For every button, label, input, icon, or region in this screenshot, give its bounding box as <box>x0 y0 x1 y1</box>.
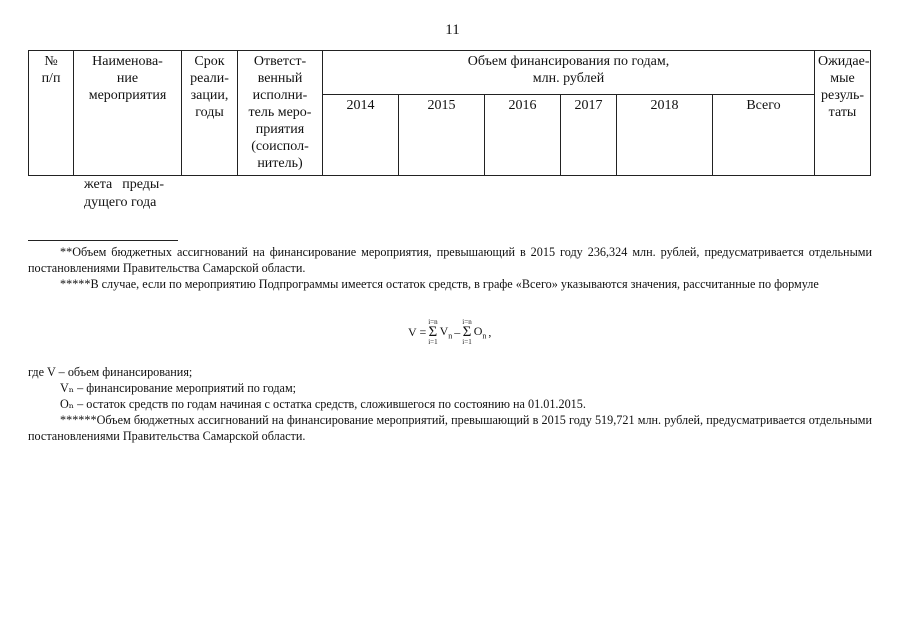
footnote-2-text: *****В случае, если по мероприятию Подпрограммы имеется остаток средств, в графе «Всего» указываются значения, рассчитанные по формуле <box>60 277 819 291</box>
formula-term-1: $V_n$ <box>439 323 453 341</box>
col-result-header: Ожидае- мые резуль- таты <box>818 54 870 120</box>
sum-symbol-1: i=n Σ i=1 <box>428 318 438 346</box>
footnote-1-text: **Объем бюджетных ассигнований на финансирование мероприятия, превышающий в 2015 году 236,324 млн. рублей, предусматривается отдельными постановлениями Правительства Самарской области. <box>28 245 872 275</box>
footnote-1 <box>28 244 872 276</box>
year-header-2017: 2017 <box>561 95 617 176</box>
footnote-separator <box>28 240 178 241</box>
year-header-2016: 2016 <box>485 95 561 176</box>
footnote-3-text: ******Объем бюджетных ассигнований на финансирование мероприятий, превышающий в 2015 году 519,721 млн. рублей, предусматривается отдельными постановлениями Правительства Самарской области. <box>28 413 872 443</box>
formula-term-2: $O_n$ <box>473 323 487 341</box>
formula-minus: – <box>454 324 461 339</box>
col-number-header: № п/п <box>41 54 61 86</box>
page-number: 11 <box>445 22 460 38</box>
definition-vn: Vₙ – финансирование мероприятий по годам; <box>60 381 297 395</box>
continued-cell-text <box>84 176 164 212</box>
definition-on: Oₙ – остаток средств по годам начиная с остатка средств, сложившегося по состоянию на 01.01.2015. <box>60 397 586 411</box>
formula-end: , <box>488 324 492 339</box>
year-header-2018: 2018 <box>617 95 713 176</box>
col-term-header: Срок реали- зации, годы <box>190 54 229 120</box>
formula-lhs: V = <box>408 324 427 339</box>
funding-table-header <box>28 50 871 176</box>
formula <box>408 318 491 346</box>
year-header-2015: 2015 <box>399 95 485 176</box>
col-name-header: Наименова- ние мероприятия <box>88 54 167 103</box>
definition-v: где V – объем финансирования; <box>28 365 193 379</box>
footnote-2 <box>28 276 872 292</box>
footnote-3 <box>28 412 872 444</box>
total-header: Всего <box>713 95 815 176</box>
sum-symbol-2: i=n Σ i=1 <box>462 318 472 346</box>
continued-line-2: дущего года <box>84 195 157 210</box>
col-responsible-header: Ответст- венный исполни- тель меро- приятия (соиспол- нитель) <box>248 54 312 171</box>
continued-line-1: жета преды- <box>84 177 164 192</box>
col-funding-header: Объем финансирования по годам, млн. рублей <box>467 54 670 86</box>
year-header-2014: 2014 <box>323 95 399 176</box>
